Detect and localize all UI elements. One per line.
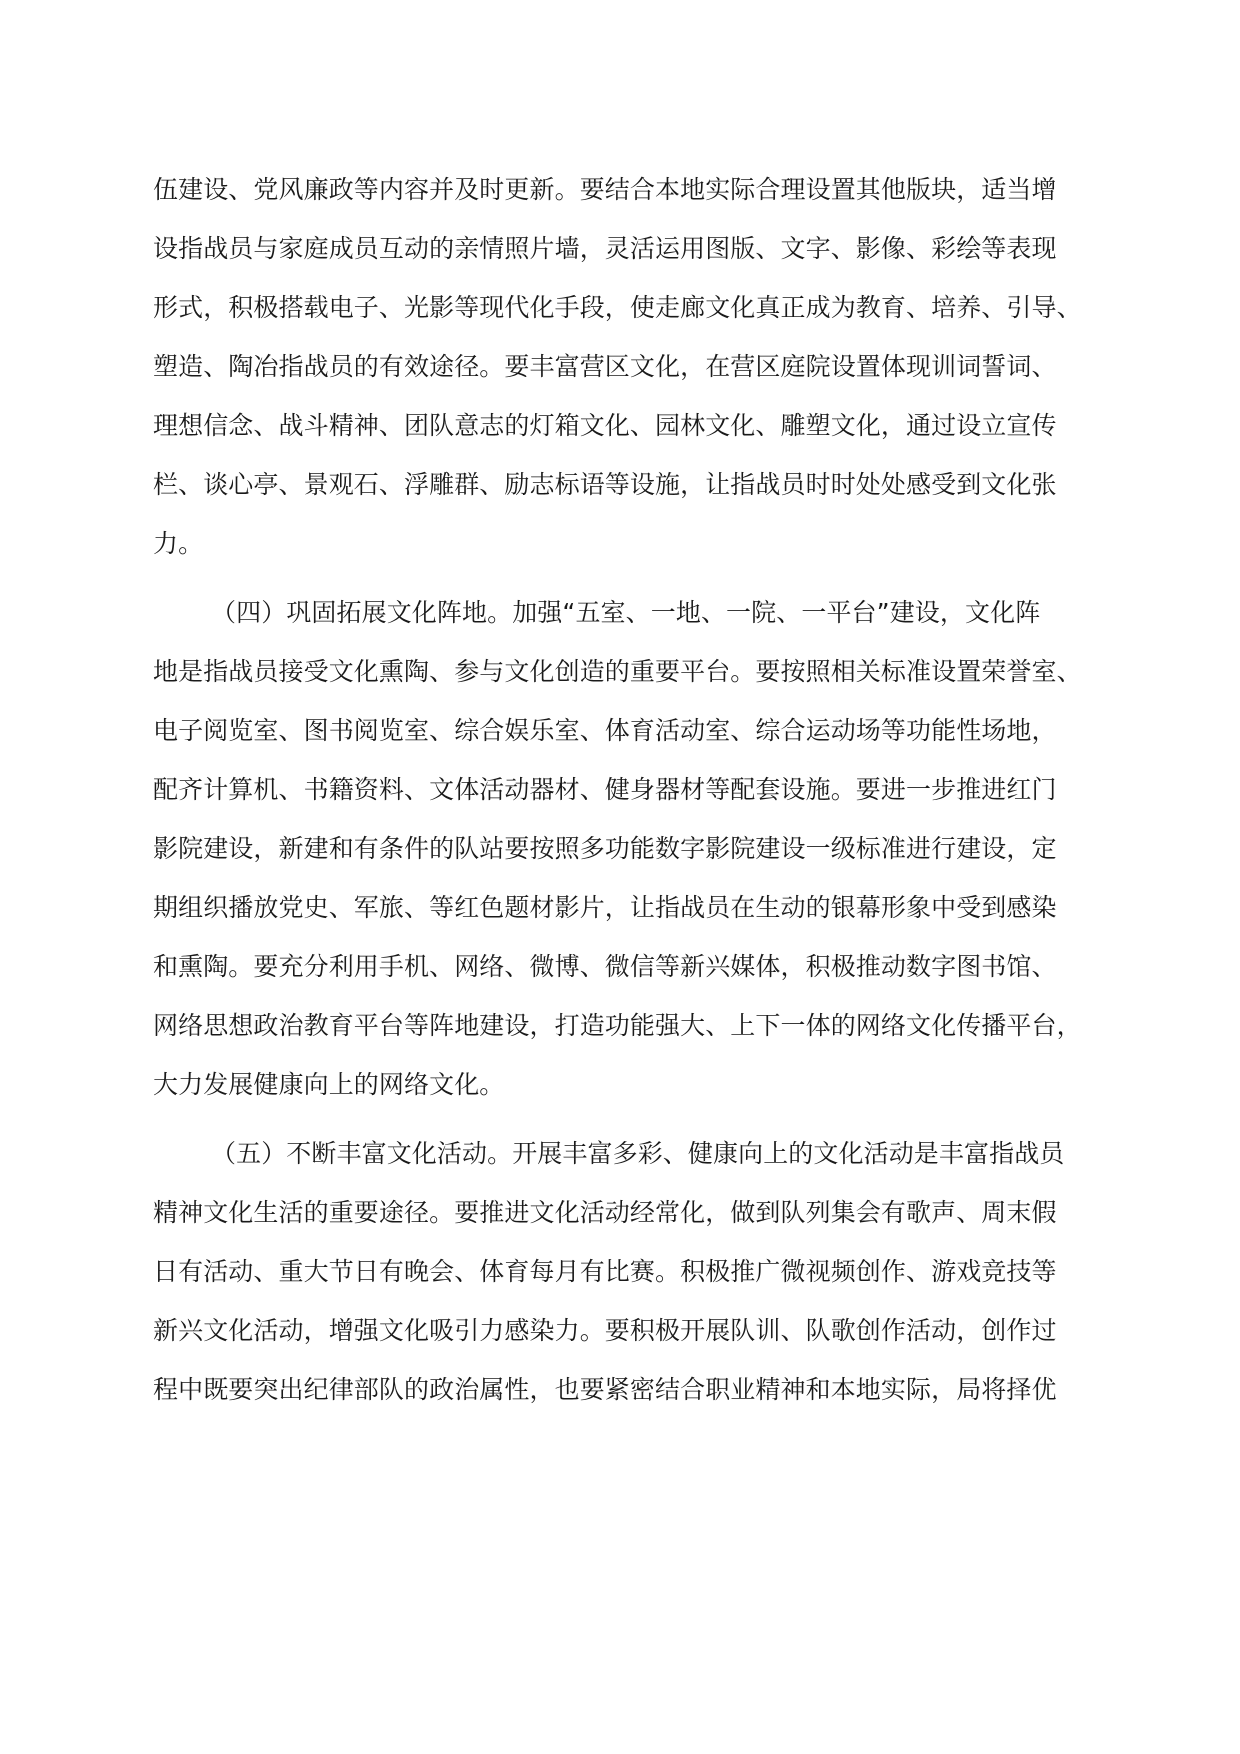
- text-line: 伍建设、党风廉政等内容并及时更新。要结合本地实际合理设置其他版块，适当增: [153, 175, 1057, 204]
- text-line: 网络思想政治教育平台等阵地建设，打造功能强大、上下一体的网络文化传播平台，: [153, 1011, 1082, 1040]
- section-heading-line: （五）不断丰富文化活动。开展丰富多彩、健康向上的文化活动是丰富指战员: [211, 1139, 1065, 1168]
- text-line: 影院建设，新建和有条件的队站要按照多功能数字影院建设一级标准进行建设，定: [153, 834, 1057, 863]
- text-line: 精神文化生活的重要途径。要推进文化活动经常化，做到队列集会有歌声、周末假: [153, 1198, 1057, 1227]
- text-line: 设指战员与家庭成员互动的亲情照片墙，灵活运用图版、文字、影像、彩绘等表现: [153, 234, 1057, 263]
- text-line: 力。: [153, 529, 204, 558]
- text-line: 日有活动、重大节日有晚会、体育每月有比赛。积极推广微视频创作、游戏竞技等: [153, 1257, 1057, 1286]
- text-line: 理想信念、战斗精神、团队意志的灯箱文化、园林文化、雕塑文化，通过设立宣传: [153, 411, 1057, 440]
- text-line: 塑造、陶冶指战员的有效途径。要丰富营区文化，在营区庭院设置体现训词誓词、: [153, 352, 1057, 381]
- text-line: 电子阅览室、图书阅览室、综合娱乐室、体育活动室、综合运动场等功能性场地，: [153, 716, 1057, 745]
- text-line: 配齐计算机、书籍资料、文体活动器材、健身器材等配套设施。要进一步推进红门: [153, 775, 1057, 804]
- text-line: 新兴文化活动，增强文化吸引力感染力。要积极开展队训、队歌创作活动，创作过: [153, 1316, 1057, 1345]
- text-line: 期组织播放党史、军旅、等红色题材影片，让指战员在生动的银幕形象中受到感染: [153, 893, 1057, 922]
- text-line: 大力发展健康向上的网络文化。: [153, 1070, 505, 1099]
- section-heading-line: （四）巩固拓展文化阵地。加强“五室、一地、一院、一平台”建设，文化阵: [211, 598, 1041, 627]
- text-line: 地是指战员接受文化熏陶、参与文化创造的重要平台。要按照相关标准设置荣誉室、: [153, 657, 1082, 686]
- text-line: 和熏陶。要充分利用手机、网络、微博、微信等新兴媒体，积极推动数字图书馆、: [153, 952, 1057, 981]
- text-line: 程中既要突出纪律部队的政治属性，也要紧密结合职业精神和本地实际，局将择优: [153, 1375, 1057, 1404]
- text-line: 栏、谈心亭、景观石、浮雕群、励志标语等设施，让指战员时时处处感受到文化张: [153, 470, 1057, 499]
- text-line: 形式，积极搭载电子、光影等现代化手段，使走廊文化真正成为教育、培养、引导、: [153, 293, 1082, 322]
